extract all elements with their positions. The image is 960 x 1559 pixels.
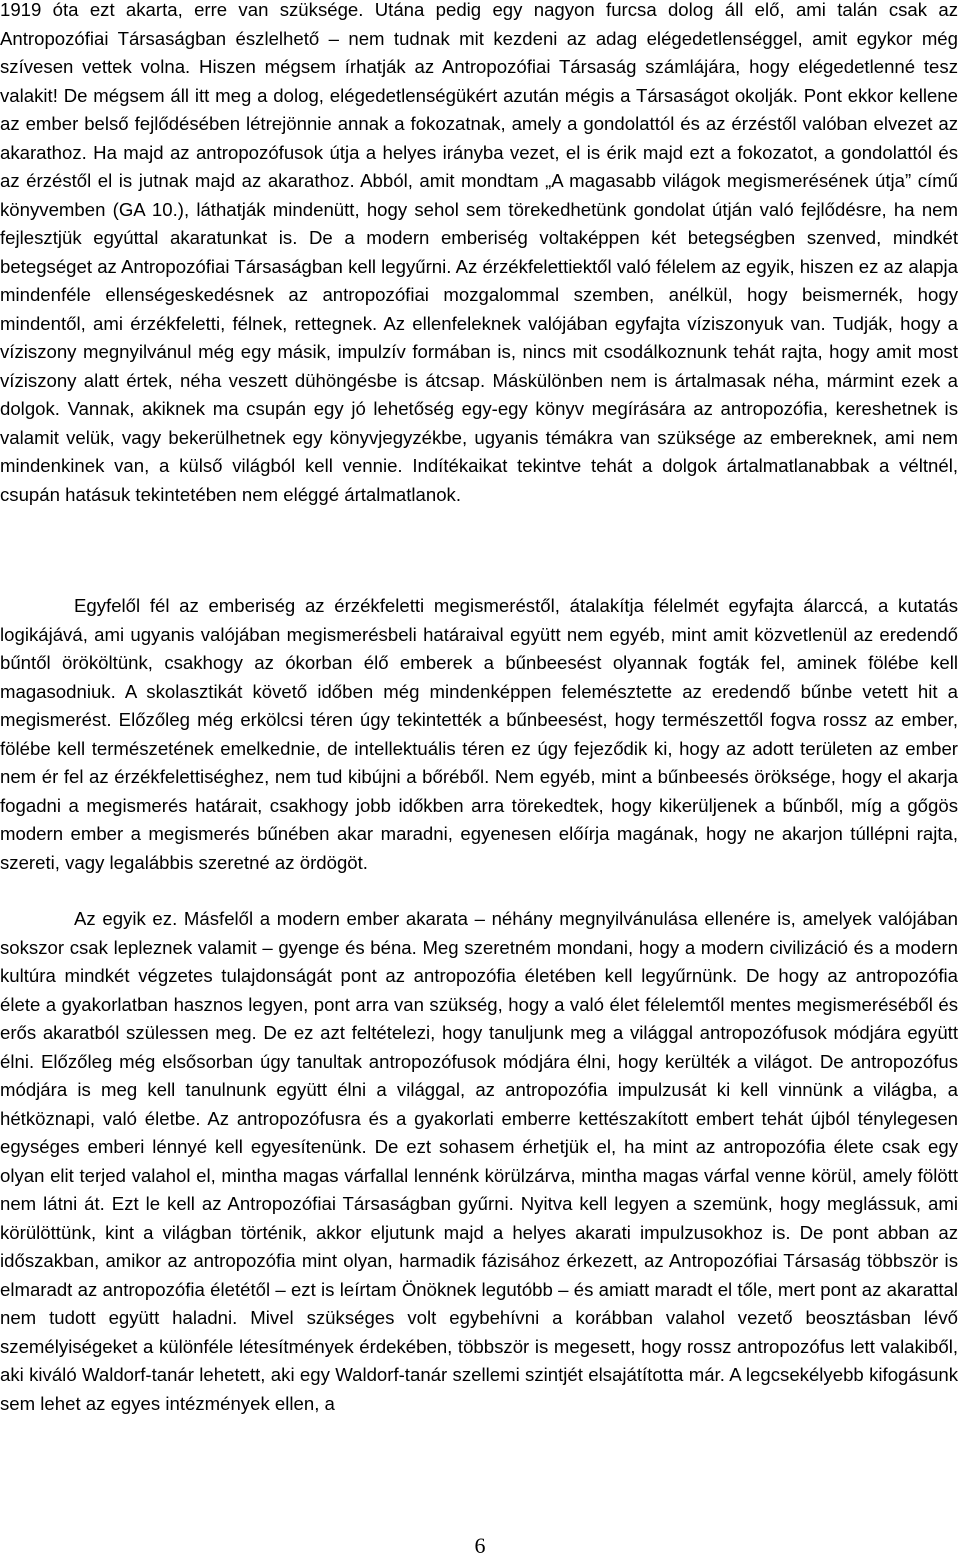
page-number: 6 — [474, 1533, 486, 1558]
paragraph: 1919 óta ezt akarta, erre van szüksége. Utána pedig egy nagyon furcsa dolog áll elő, ami talán csak az Antropozófiai Társaságban észlelhető – nem tudnak mit kezdeni az adag elégedetlenséggel, amit egykor még szívesen vettek volna. Hiszen mégsem írhatják az Antropozófiai Társaság számlájára, hogy elégedetlenné tesz valakit! De mégsem áll itt meg a dolog, elégedetlenségükért azután mégis a Társaságot okolják. Pont ekkor kellene az ember belső fejlődésében létrejönnie annak a fokozatnak, amely a gondolattól és az érzéstől valóban elvezet az akarathoz. Ha majd az antropozófusok útja a helyes irányba vezet, el is érik majd ezt a fokozatot, a gondolattól és az érzéstől el is jutnak majd az akarathoz. Abból, amit mondtam „A magasabb világok megismerésének útja” című könyvemben (GA 10.), láthatják mindenütt, hogy sehol sem törekedhetünk gondolat útján való fejlődésre, ha nem fejlesztjük egyúttal akaratunkat is. De a modern emberiség voltaképpen két betegségben szenved, mindkét betegséget az Antropozófiai Társaságban kell legyűrni. Az érzékfelettiektől való félelem az egyik, hiszen ez az alapja mindenféle ellenségeskedésnek az antropozófiai mozgalommal szemben, anélkül, hogy beismernék, hogy mindentől, ami érzékfeletti, félnek, rettegnek. Az ellenfeleknek valójában egyfajta víziszonyuk van. Tudják, hogy a víziszony megnyilvánul még egy másik, impulzív formában is, nincs mit csodálkoznunk tehát rajta, hogy amit most víziszony alatt értek, néha veszett dühöngésbe is átcsap. Máskülönben nem is ártalmasak néha, mármint ezek a dolgok. Vannak, akiknek ma csupán egy jó lehetőség egy-egy könyv megírására az antropozófia, kereshetnek is valamit velük, vagy bekerülhetnek egy könyvjegyzékbe, ugyanis témákra van szüksége az embereknek, ami nem mindenkinek van, a külső világból kell vennie. Indítékaikat tekintve tehát a dolgok ártalmatlanabbak a véltnél, csupán hatásuk tekintetében nem eléggé ártalmatlanok. — [0, 0, 958, 505]
paragraph: Egyfelől fél az emberiség az érzékfeletti megismeréstől, átalakítja félelmét egyfajta álarccá, a kutatás logikájává, ami ugyanis valójában megismerésbeli határaival együtt nem egyéb, mint amit közvetlenül az eredendő bűntől örököltünk, csakhogy az ókorban élő emberek a bűnbeesést olyannak fogták fel, aminek fölébe kell magasodniuk. A skolasztikát követő időben még mindenképpen felemésztette az eredendő bűnbe vetett hit a megismerést. Előzőleg még erkölcsi téren úgy tekintették a bűnbeesést, hogy természettől fogva rossz az ember, fölébe kell természetének emelkednie, de intellektuális téren ez úgy fejeződik ki, hogy az adott területen az ember nem ér fel az érzékfelettiséghez, nem tud kibújni a bőréből. Nem egyéb, mint a bűnbeesés öröksége, hogy el akarja fogadni a megismerés határait, csakhogy jobb időkben arra törekedtek, hogy kikerüljenek a bűnből, míg a gőgös modern ember a megismerés bűnében akar maradni, egyenesen előírja magának, hogy ne akarjon túllépni rajta, szereti, vagy legalábbis szeretné az ördögöt. — [0, 595, 958, 873]
paragraph: Az egyik ez. Másfelől a modern ember akarata – néhány megnyilvánulása ellenére is, amelyek valójában sokszor csak lepleznek valamit – gyenge és béna. Meg szeretném mondani, hogy a modern civilizáció és a modern kultúra mindkét végzetes tulajdonságát pont az antropozófia életében kell legyűrnünk. De hogy az antropozófia élete a gyakorlatban hasznos legyen, pont arra van szükség, hogy a való élet félelemtől mentes megismeréséből és erős akaratból szülessen meg. De ez azt feltételezi, hogy tanuljunk meg a világgal antropozófusok módjára együtt élni. Előzőleg még elsősorban úgy tanultak antropozófusok módjára élni, hogy kerülték a világot. De antropozófus módjára is meg kell tanulnunk együtt élni a világgal, az antropozófia impulzusát ki kell vinnünk a világba, a hétköznapi, való életbe. Az antropozófusra és a gyakorlati emberre kettészakított embert tehát újból ténylegesen egységes emberi lénnyé kell egyesítenünk. De ezt sohasem érhetjük el, ha mint az antropozófia élete csak egy olyan elit terjed valahol el, mintha magas várfallal lennénk körülzárva, mintha magas várfal venne körül, amely fölött nem látni át. Ezt le kell az Antropozófiai Társaságban gyűrni. Nyitva kell legyen a szemünk, hogy meglássuk, ami körülöttünk, kint a világban történik, akkor eljutunk majd a helyes akarati impulzusokhoz is. De pont abban az időszakban, amikor az antropozófia mint olyan, harmadik fázisához érkezett, az Antropozófiai Társaság többször is elmaradt az antropozófia életétől – ezt is leírtam Önöknek legutóbb – és amiatt maradt el tőle, mert pont az akarattal nem tudott együtt haladni. Mivel szükséges volt egybehívni a korábban valahol vezető beosztásban lévő személyiségeket a különféle létesítmények érdekében, többször is megesett, hogy rossz antropozófus lett valakiből, aki kiváló Waldorf-tanár lehetett, aki egy Waldorf-tanár szellemi szintjét elsajátította már. A legcsekélyebb kifogásunk sem lehet az egyes intézmények ellen, a — [0, 908, 958, 1414]
